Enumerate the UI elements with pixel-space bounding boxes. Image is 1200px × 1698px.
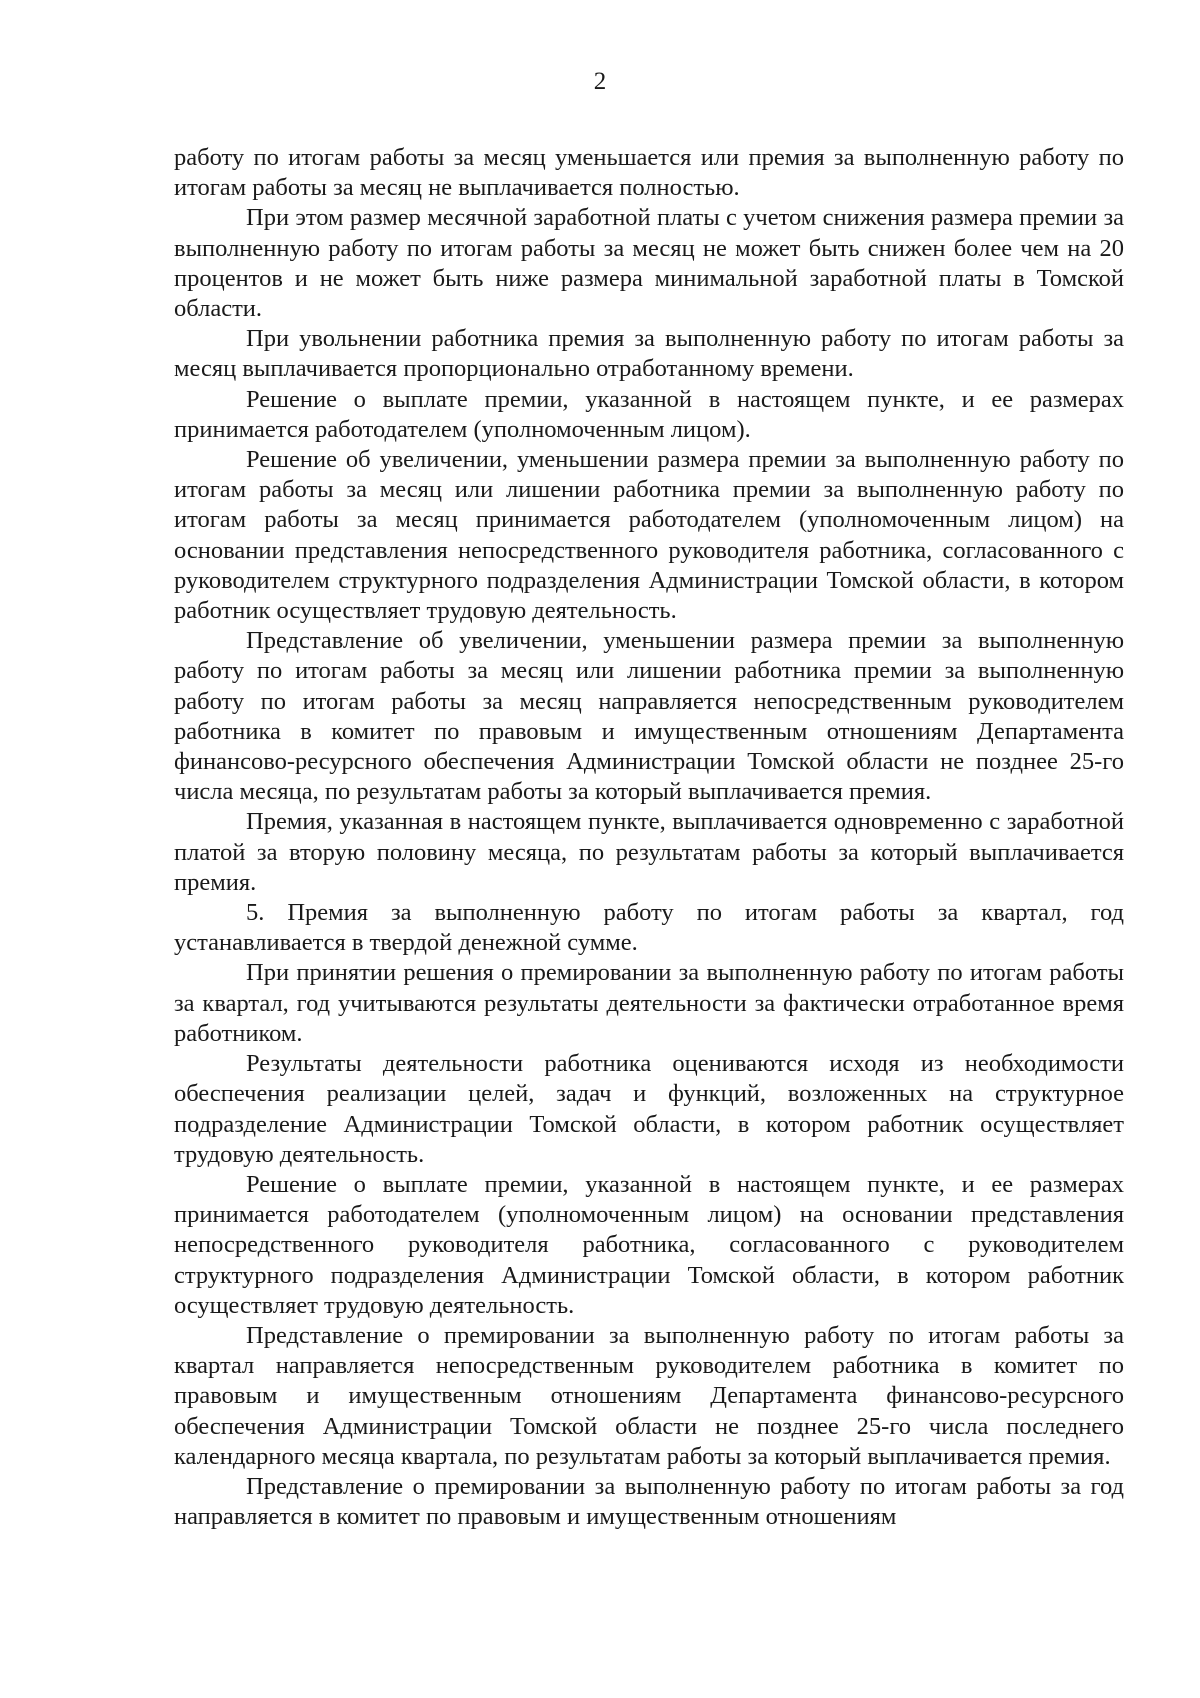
- page-number: 2: [593, 68, 607, 95]
- paragraph-dismissal: При увольнении работника премия за выполненную работу по итогам работы за месяц выплачивается пропорционально отработанному времени.: [174, 325, 1124, 383]
- paragraph-item-5: 5. Премия за выполненную работу по итогам работы за квартал, год устанавливается в твердой денежной сумме.: [174, 899, 1124, 957]
- paragraph-salary-reduction-limit: При этом размер месячной заработной платы с учетом снижения размера премии за выполненную работу по итогам работы за месяц не может быть снижен более чем на 20 процентов и не может быть ниже размера минимальной заработной платы в Томской области.: [174, 204, 1124, 323]
- paragraph-quarter-year-criteria: При принятии решения о премировании за выполненную работу по итогам работы за квартал, год учитываются результаты деятельности за фактически отработанное время работником.: [174, 959, 1124, 1047]
- paragraph-year-submission: Представление о премировании за выполненную работу по итогам работы за год направляется в комитет по правовым и имущественным отношениям: [174, 1472, 1124, 1531]
- paragraph-bonus-decision: Решение о выплате премии, указанной в настоящем пункте, и ее размерах принимается работодателем (уполномоченным лицом).: [174, 385, 1124, 443]
- document-body: [174, 143, 1124, 1532]
- paragraph-bonus-payment-timing: Премия, указанная в настоящем пункте, выплачивается одновременно с заработной платой за вторую половину месяца, по результатам работы за который выплачивается премия.: [174, 808, 1124, 896]
- paragraph-bonus-change-decision: Решение об увеличении, уменьшении размера премии за выполненную работу по итогам работы за месяц или лишении работника премии за выполненную работу по итогам работы за месяц принимается работодателем (уполномоченным лицом) на основании представления непосредственного руководителя работника, согласованного с руководителем структурного подразделения Администрации Томской области, в котором работник осуществляет трудовую деятельность.: [174, 446, 1124, 625]
- paragraph-quarter-year-decision: Решение о выплате премии, указанной в настоящем пункте, и ее размерах принимается работодателем (уполномоченным лицом) на основании представления непосредственного руководителя работника, согласованного с руководителем структурного подразделения Администрации Томской области, в котором работник осуществляет трудовую деятельность.: [174, 1170, 1124, 1319]
- paragraph-quarter-submission: Представление о премировании за выполненную работу по итогам работы за квартал направляется непосредственным руководителем работника в комитет по правовым и имущественным отношениям Департамента финансово-ресурсного обеспечения Администрации Томской области не позднее 25-го числа последнего календарного месяца квартала, по результатам работы за который выплачивается премия.: [174, 1321, 1124, 1470]
- paragraph-continuation: работу по итогам работы за месяц уменьшается или премия за выполненную работу по итогам работы за месяц не выплачивается полностью.: [174, 144, 1124, 202]
- paragraph-bonus-change-submission: Представление об увеличении, уменьшении размера премии за выполненную работу по итогам работы за месяц или лишении работника премии за выполненную работу по итогам работы за месяц направляется непосредственным руководителем работника в комитет по правовым и имущественным отношениям Департамента финансово-ресурсного обеспечения Администрации Томской области не позднее 25-го числа месяца, по результатам работы за который выплачивается премия.: [174, 627, 1124, 806]
- paragraph-performance-evaluation: Результаты деятельности работника оцениваются исходя из необходимости обеспечения реализации целей, задач и функций, возложенных на структурное подразделение Администрации Томской области, в котором работник осуществляет трудовую деятельность.: [174, 1050, 1124, 1168]
